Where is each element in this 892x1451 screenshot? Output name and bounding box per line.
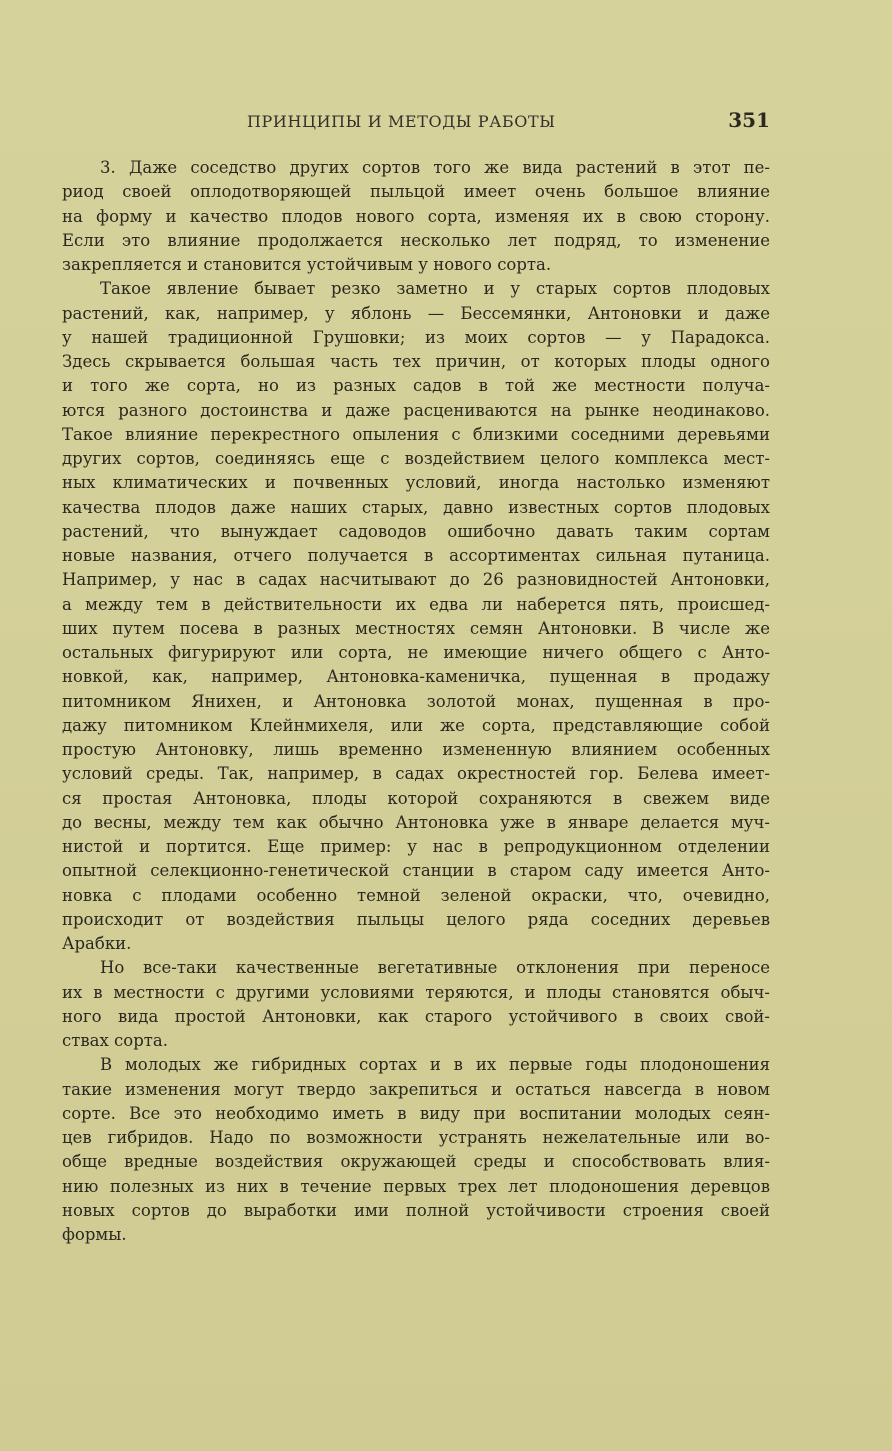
text-line: закрепляется и становится устойчивым у нового сорта. <box>62 255 552 274</box>
text-line: новкой, как, например, Антоновка-каменичка, пущенная в продажу <box>62 667 770 687</box>
text-line: ших путем посева в разных местностях семян Антоновки. В числе же <box>62 618 770 638</box>
text-line: Если это влияние продолжается несколько лет подряд, то изменение <box>62 230 770 250</box>
text-line: цев гибридов. Надо по возможности устранять нежелательные или во- <box>62 1128 770 1147</box>
text-line: ствах сорта. <box>62 1031 168 1050</box>
text-line: нистой и портится. Еще пример: у нас в репродукционном отделении <box>62 837 770 856</box>
text-line: риод своей оплодотворяющей пыльцой имеет очень большое влияние <box>62 182 770 202</box>
text-line: 3. Даже соседство других сортов того же вида растений в этот пе- <box>100 158 770 177</box>
text-line: новые названия, отчего получается в ассортиментах сильная путаница. <box>62 546 770 565</box>
body-text <box>62 156 770 1247</box>
paragraph <box>62 156 770 277</box>
text-line: такие изменения могут твердо закрепиться и остаться навсегда в новом <box>62 1079 770 1099</box>
text-line: новка с плодами особенно темной зеленой окраски, что, очевидно, <box>62 885 770 905</box>
text-line: растений, как, например, у яблонь — Бессемянки, Антоновки и даже <box>62 303 770 323</box>
text-line: Но все-таки качественные вегетативные отклонения при переносе <box>100 958 770 978</box>
text-line: Арабки. <box>62 934 132 953</box>
text-line: их в местности с другими условиями теряются, и плоды становятся обыч- <box>62 982 770 1002</box>
text-line: сорте. Все это необходимо иметь в виду при воспитании молодых сеян- <box>62 1103 770 1123</box>
text-line: до весны, между тем как обычно Антоновка уже в январе делается муч- <box>62 812 770 832</box>
text-line: ных климатических и почвенных условий, иногда настолько изменяют <box>62 473 770 493</box>
text-line: В молодых же гибридных сортах и в их первые годы плодоношения <box>100 1055 770 1075</box>
paragraph <box>62 956 770 1053</box>
text-line: остальных фигурируют или сорта, не имеющие ничего общего с Анто- <box>62 643 770 662</box>
text-line: качества плодов даже наших старых, давно известных сортов плодовых <box>62 497 770 517</box>
page-header <box>62 108 770 134</box>
text-line: происходит от воздействия пыльцы целого ряда соседних деревьев <box>62 909 770 929</box>
text-line: и того же сорта, но из разных садов в той же местности получа- <box>62 376 770 396</box>
text-line: питомником Янихен, и Антоновка золотой монах, пущенная в про- <box>62 691 770 711</box>
text-line: новых сортов до выработки ими полной устойчивости строения своей <box>62 1200 770 1220</box>
text-line: формы. <box>62 1225 127 1244</box>
text-line: простую Антоновку, лишь временно измененную влиянием особенных <box>62 740 770 759</box>
text-line: условий среды. Так, например, в садах окрестностей гор. Белева имеет- <box>62 764 770 784</box>
text-line: обще вредные воздействия окружающей среды и способствовать влия- <box>62 1152 770 1172</box>
text-line: Такое явление бывает резко заметно и у старых сортов плодовых <box>100 279 770 299</box>
text-line: дажу питомником Клейнмихеля, или же сорта, представляющие собой <box>62 715 770 735</box>
text-line: Такое влияние перекрестного опыления с близкими соседними деревьями <box>62 424 770 444</box>
paragraph <box>62 1053 770 1247</box>
paragraph <box>62 277 770 956</box>
text-line: Здесь скрывается большая часть тех причин, от которых плоды одного <box>62 352 770 371</box>
running-title: ПРИНЦИПЫ И МЕТОДЫ РАБОТЫ <box>247 112 556 131</box>
text-line: а между тем в действительности их едва ли наберется пять, происшед- <box>62 594 770 614</box>
text-line: растений, что вынуждает садоводов ошибочно давать таким сортам <box>62 521 770 541</box>
text-line: ются разного достоинства и даже расцениваются на рынке неодинаково. <box>62 400 770 420</box>
text-line: ся простая Антоновка, плоды которой сохраняются в свежем виде <box>62 788 770 808</box>
text-line: у нашей традиционной Грушовки; из моих сортов — у Парадокса. <box>62 327 770 347</box>
text-line: нию полезных из них в течение первых трех лет плодоношения деревцов <box>62 1176 770 1196</box>
text-line: других сортов, соединяясь еще с воздействием целого комплекса мест- <box>62 449 770 468</box>
text-line: Например, у нас в садах насчитывают до 26 разновидностей Антоновки, <box>62 570 770 590</box>
text-line: ного вида простой Антоновки, как старого устойчивого в своих свой- <box>62 1006 770 1026</box>
text-line: на форму и качество плодов нового сорта, изменяя их в свою сторону. <box>62 206 770 226</box>
page-number: 351 <box>728 108 770 132</box>
text-line: опытной селекционно-генетической станции в старом саду имеется Анто- <box>62 861 770 881</box>
